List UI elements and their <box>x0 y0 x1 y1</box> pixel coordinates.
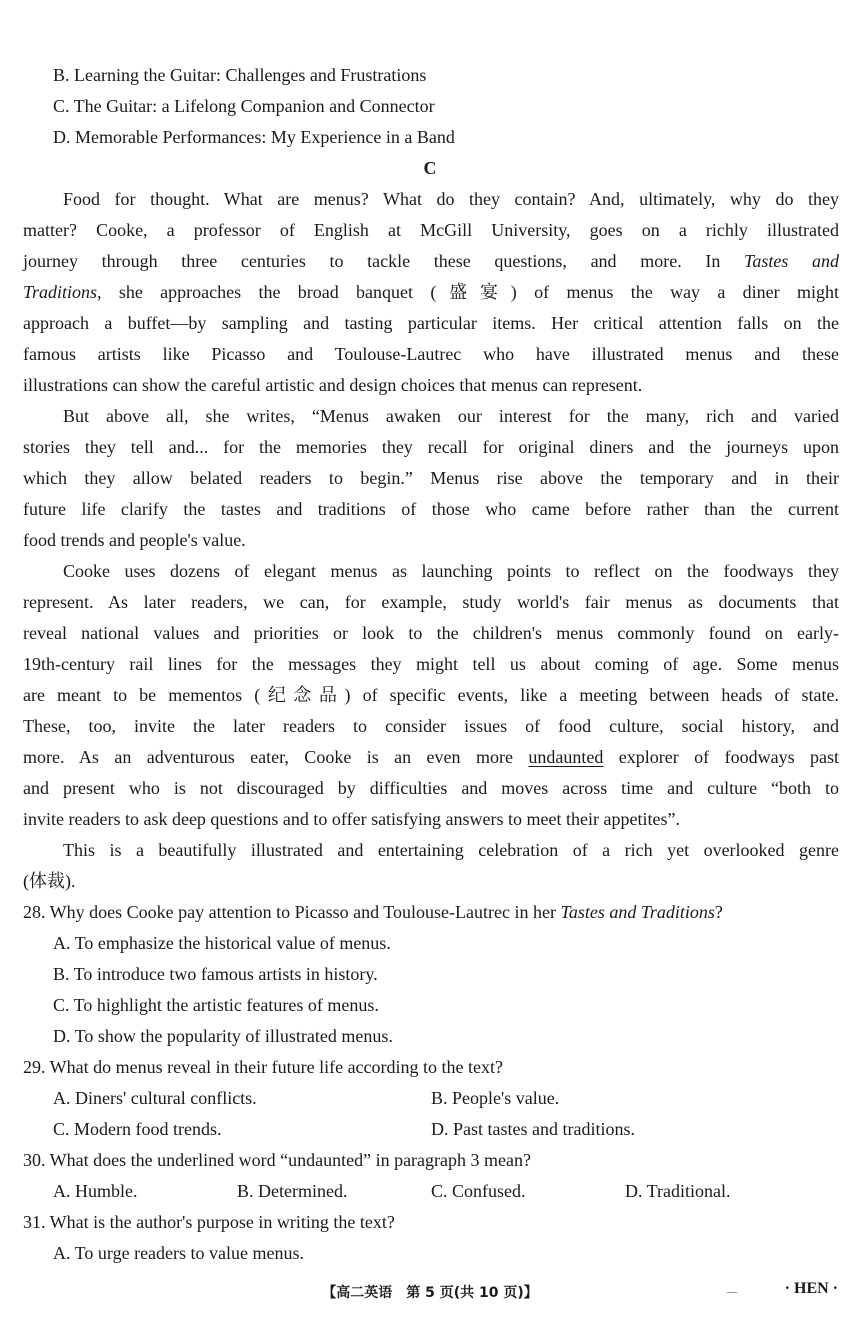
q30-option-a[interactable]: A. Humble. <box>53 1181 138 1201</box>
p4-line-2: (体裁). <box>23 871 76 891</box>
p1-line-6: famous artists like Picasso and Toulouse-Lautrec who have illustrated menus and these <box>23 344 839 364</box>
footer-page-info: 【高二英语 第 5 页(共 10 页)】 <box>322 1285 538 1301</box>
p1-line-4-text: , she approaches the broad banquet (盛宴) of menus the way a diner might <box>97 282 839 302</box>
page-footer <box>0 1280 860 1304</box>
p3-line-7 <box>23 742 839 773</box>
p1-line-3-text: journey through three centuries to tackle these questions, and more. In <box>23 251 721 271</box>
p4-line-1: This is a beautifully illustrated and entertaining celebration of a rich yet overlooked genre <box>63 840 839 860</box>
q29-stem: 29. What do menus reveal in their future life according to the text? <box>23 1057 503 1077</box>
q28-option-d[interactable]: D. To show the popularity of illustrated menus. <box>53 1026 393 1046</box>
p3-line-3: reveal national values and priorities or look to the children's menus commonly found on early- <box>23 623 839 643</box>
q28-book-title: Tastes and Traditions <box>560 902 715 922</box>
p3-line-7-end: explorer of foodways past <box>618 747 839 767</box>
p3-line-4: 19th-century rail lines for the messages they might tell us about coming of age. Some menus <box>23 654 839 674</box>
book-title-part-1: Tastes and <box>744 251 840 271</box>
q29-option-a[interactable]: A. Diners' cultural conflicts. <box>53 1088 257 1108</box>
q28-stem-end: ? <box>714 902 723 922</box>
q29-option-d[interactable]: D. Past tastes and traditions. <box>431 1119 635 1139</box>
p3-line-5: are meant to be mementos (纪念品) of specific events, like a meeting between heads of state. <box>23 685 839 705</box>
p3-line-1: Cooke uses dozens of elegant menus as launching points to reflect on the foodways they <box>63 561 839 581</box>
q28-option-b[interactable]: B. To introduce two famous artists in history. <box>53 964 378 984</box>
q29-option-b[interactable]: B. People's value. <box>431 1088 560 1108</box>
section-title: C <box>423 158 437 178</box>
p2-line-1: But above all, she writes, “Menus awaken our interest for the many, rich and varied <box>63 406 839 426</box>
p3-line-8: and present who is not discouraged by difficulties and moves across time and culture “both to <box>23 778 839 798</box>
q30-option-d[interactable]: D. Traditional. <box>625 1181 731 1201</box>
p3-line-6: These, too, invite the later readers to consider issues of food culture, social history, and <box>23 716 839 736</box>
book-title-part-2: Traditions <box>23 282 98 302</box>
p1-line-7: illustrations can show the careful artistic and design choices that menus can represent. <box>23 375 643 395</box>
q30-option-b[interactable]: B. Determined. <box>237 1181 348 1201</box>
p1-line-2: matter? Cooke, a professor of English at McGill University, goes on a richly illustrated <box>23 220 839 240</box>
q31-stem: 31. What is the author's purpose in writing the text? <box>23 1212 395 1232</box>
p3-line-7-text: more. As an adventurous eater, Cooke is an even more <box>23 747 513 767</box>
p1-line-5: approach a buffet—by sampling and tasting particular items. Her critical attention falls on the <box>23 313 839 333</box>
prev-option-c: C. The Guitar: a Lifelong Companion and Connector <box>53 96 435 116</box>
p2-line-2: stories they tell and... for the memories they recall for original diners and the journeys upon <box>23 437 839 457</box>
p2-line-4: future life clarify the tastes and traditions of those who came before rather than the current <box>23 499 839 519</box>
q30-option-c[interactable]: C. Confused. <box>431 1181 526 1201</box>
p3-line-9: invite readers to ask deep questions and to offer satisfying answers to meet their appetites”. <box>23 809 680 829</box>
p1-line-3 <box>23 246 839 277</box>
footer-code: · HEN · <box>784 1280 838 1297</box>
q30-stem: 30. What does the underlined word “undaunted” in paragraph 3 mean? <box>23 1150 531 1170</box>
q29-option-c[interactable]: C. Modern food trends. <box>53 1119 222 1139</box>
p1-line-4 <box>23 277 839 308</box>
p2-line-5: food trends and people's value. <box>23 530 246 550</box>
p3-line-2: represent. As later readers, we can, for example, study world's fair menus as documents that <box>23 592 839 612</box>
p2-line-3: which they allow belated readers to begin.” Menus rise above the temporary and in their <box>23 468 839 488</box>
p1-line-1: Food for thought. What are menus? What do they contain? And, ultimately, why do they <box>63 189 839 209</box>
q28-stem <box>23 897 723 928</box>
q31-option-a[interactable]: A. To urge readers to value menus. <box>53 1243 305 1263</box>
underlined-word: undaunted <box>528 747 604 767</box>
footer-divider <box>727 1292 737 1293</box>
prev-option-d: D. Memorable Performances: My Experience in a Band <box>53 127 455 147</box>
q28-option-a[interactable]: A. To emphasize the historical value of menus. <box>53 933 391 953</box>
q28-option-c[interactable]: C. To highlight the artistic features of menus. <box>53 995 379 1015</box>
q28-stem-text: 28. Why does Cooke pay attention to Picasso and Toulouse-Lautrec in her <box>23 902 556 922</box>
prev-option-b: B. Learning the Guitar: Challenges and Frustrations <box>53 65 427 85</box>
